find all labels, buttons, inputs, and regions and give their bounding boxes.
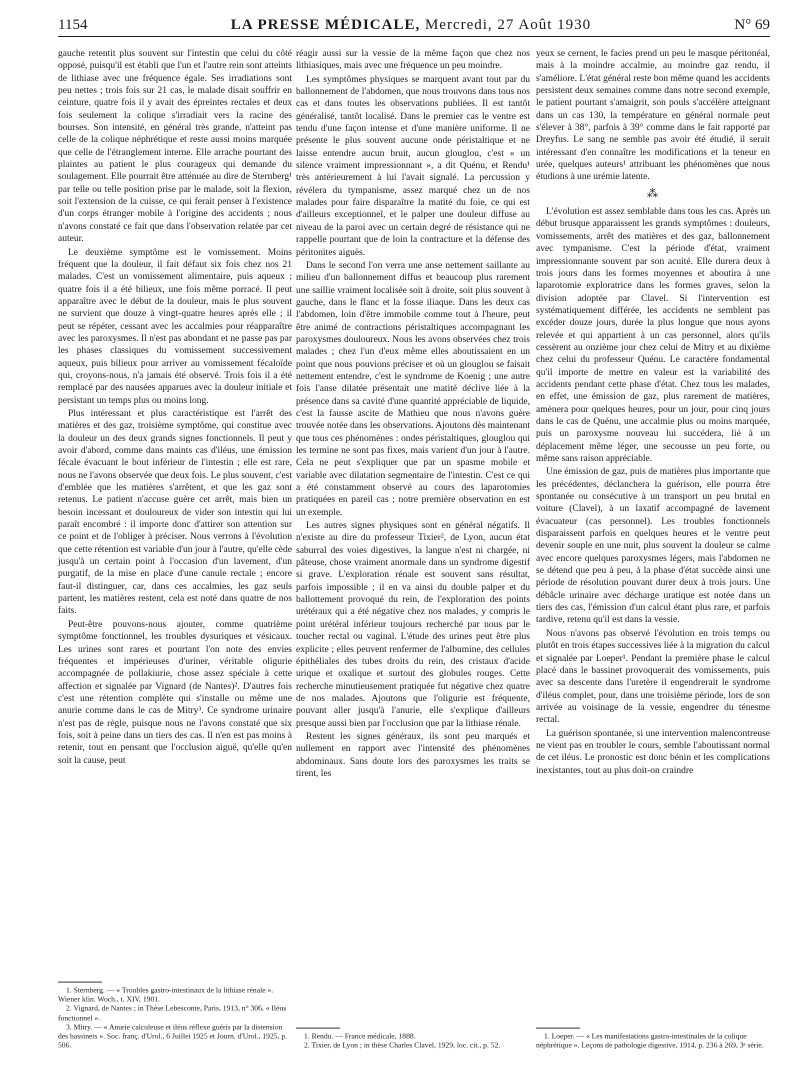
paragraph: Le deuxième symptôme est le vomissement. Moins fréquent que la douleur, il fait défaut six fois chez nos 21 malades. C'est un vomissement alimentaire, puis aqueux ; quatre fois il a été bilieux, une fois même porracé. Il peut apparaître avec le début de la douleur, mais le plus souvent ne survient que douze à vingt-quatre heures après elle ; il peut se répéter, cessant avec les accalmies pour réapparaître avec les paroxysmes. Il n'est pas abondant et ne passe pas par les phases classiques du vomissement successivement aqueux, puis bilieux pour arriver au vomissement fécaloïde qui, croyons-nous, n'a jamais été observé. Trois fois il a été remplacé par des nausées apparues avec la douleur initiale et persistant un temps plus ou moins long. bbox=[58, 247, 292, 406]
footnote: 1. Loeper. — « Les manifestations gastro-intestinales de la colique néphrétique ». Leçons de pathologie digestive, 1914, p. 236 à 269, 3ᵉ série. bbox=[536, 1031, 764, 1050]
paragraph: La guérison spontanée, si une intervention malencontreuse ne vient pas en troubler le cours, semble l'aboutissant normal de cet iléus. Le pronostic est donc bénin et les complications inexistantes, tout au plus doit-on craindre bbox=[536, 728, 770, 776]
paragraph: Les symptômes physiques se marquent avant tout par du ballonnement de l'abdomen, que nous trouvons dans tous nos cas et dans toutes les observations publiées. Il est tantôt généralisé, tantôt localisé. Dans le premier cas le ventre est tendu d'une façon intense et d'une manière uniforme. Il ne présente le plus souvent aucune onde péristaltique et ne laisse entendre aucun bruit, aucun glouglou, c'est « un silence vraiment impressionnant », a dit Quénu, et Rendu¹ très antérieurement à lui l'avait signalé. La percussion y révélera du tympanisme, assez marqué chez un de nos malades pour faire disparaître la matité du foie, ce qui est d'ailleurs exceptionnel, et le palper une douleur diffuse au niveau de la paroi avec un certain degré de résistance qui ne rappelle pourtant que de loin la contracture et la défense des péritonites aiguës. bbox=[296, 74, 530, 258]
journal-title-line bbox=[231, 17, 591, 34]
paragraph: réagir aussi sur la vessie de la même façon que chez nos lithiasiques, mais avec une fréquence un peu moindre. bbox=[296, 49, 530, 72]
paragraph: Les autres signes physiques sont en général négatifs. Il n'existe au dire du professeur Tixier², de Lyon, aucun état saburral des voies digestives, la langue n'est ni chargée, ni pâteuse, chose vraiment anormale dans un syndrome digestif si grave. L'exploration rénale est souvent sans résultat, parfois impossible ; il en va ainsi du double palper et du ballottement provoqué du rein, de l'exploration des points urétéraux qui a été négative chez nos malades, y compris le point urétéral inférieur toujours recherché par nous par le toucher rectal ou vaginal. L'étude des urines peut être plus explicite ; elles peuvent renfermer de l'albumine, des cellules épithéliales des tubes droits du rein, des cristaux d'acide urique et oxalique et surtout des globules rouges. Cette recherche minutieusement pratiquée fut négative chez quatre de nos malades. Ajoutons que l'oligurie est fréquente, pouvant aller jusqu'à l'anurie, elle s'explique d'ailleurs presque aussi bien par l'occlusion que par la lithiase rénale. bbox=[296, 521, 530, 729]
paragraph: L'évolution est assez semblable dans tous les cas. Après un début brusque apparaissent les grands symptômes : douleurs, vomissements, arrêt des matières et des gaz, ballonnement avec tympanisme. C'est la période d'état, vraiment impressionnante souvent par son acuité. Elle durera deux à trois jours dans les formes moyennes et aboutira à une laparotomie exploratrice dans les formes graves, selon la division adoptée par Clavel. Si l'intervention est systématiquement différée, les accidents ne semblent pas excéder douze jours, durée la plus longue que nous ayons relevée et qui appartient à un cas personnel, alors qu'ils cessèrent au onzième jour chez celui de Mitry et au dixième chez celui du professeur Quénu. Le caractère fondamental qu'il importe de mettre en valeur est la variabilité des accidents pendant cette phase d'état. Chez tous les malades, en effet, une émission de gaz, plus rarement de matières, amènera pour quelques heures, pour un jour, pour cinq jours dans le cas de Quénu, une accalmie plus ou moins marquée, puis un paroxysme nouveau lui succédera, lié à un déplacement même léger, une secousse un peu forte, ou même sans raison appréciable. bbox=[536, 207, 770, 464]
paragraph: Dans le second l'on verra une anse nettement saillante au milieu d'un ballonnement diffus et beaucoup plus rarement une saillie vraiment localisée soit à droite, soit plus souvent à gauche, dans le flanc et la fosse iliaque. Dans les deux cas l'abdomen, loin d'être immobile comme tout à l'heure, peut être animé de contractions péristaltiques accompagnant les paroxysmes douloureux. Nous les avons observées chez trois malades ; chez l'un d'eux même elles aboutissaient en un point que nous pouvions préciser et où un glouglou se faisait nettement entendre, c'est le syndrome de Koenig ; une autre fois l'anse dilatée présentait une matité déclive liée à la présence dans sa cavité d'une quantité appréciable de liquide, c'est la fausse ascite de Mathieu que nous n'avons guère trouvée notée dans les observations. Ajoutons dès maintenant que tous ces phénomènes : ondes péristaltiques, glouglou qui les termine ne sont pas fixes, mais varient d'un jour à l'autre. Cela ne peut s'expliquer que par un spasme mobile et variable avec dilatation segmentaire de l'intestin. C'est ce qui a été constamment observé au cours des laparotomies pratiquées en pareil cas ; notre première observation en est un exemple. bbox=[296, 260, 530, 518]
page-header bbox=[58, 14, 770, 37]
footnote: 1. Rendu. — France médicale, 1888. bbox=[304, 1031, 416, 1041]
paragraph: Restent les signes généraux, ils sont peu marqués et nullement en rapport avec l'intensité des phénomènes abdominaux. Sans doute lors des paroxysmes les traits se tirent, les bbox=[296, 731, 530, 779]
footnote: 1. Sternberg. — « Troubles gastro-intestinaux de la lithiase rénale ». Wiener klin. Woch., t. XIV, 1901. bbox=[58, 985, 274, 1004]
footnotes-column-2 bbox=[296, 1028, 530, 1050]
paragraph: Nous n'avons pas observé l'évolution en trois temps ou plutôt en trois étapes successives liée à la migration du calcul et signalée par Loeper¹. Pendant la première phase le calcul placé dans le bassinet provoquerait des vomissements, puis avec sa descente dans l'uretère il engendrerait le syndrome d'iléus complet, pour, dans une troisième période, lors de son arrivée au voisinage de la vessie, engendrer du ténesme rectal. bbox=[536, 628, 770, 726]
footnotes-column-3 bbox=[536, 1028, 770, 1050]
paragraph: gauche retentit plus souvent sur l'intestin que celui du côté opposé, puisqu'il est établi que l'un et l'autre rein sont atteints de lithiase avec une fréquence égale. Ses irradiations sont peu nettes ; trois fois sur 21 cas, le malade disait souffrir en ceinture, quatre fois il y avait des épreintes rectales et deux fois seulement la colique s'irradiait vers la racine des bourses. Son intensité, en général très grande, n'atteint pas celle de la colique néphrétique et reste aussi moins marquée que celle de l'étranglement interne. Elle arrache pourtant des plaintes au patient le plus courageux qui demande du soulagement. Elle pourrait être atténuée au dire de Sternberg¹ par telle ou telle position prise par le malade, soit la flexion, soit l'extension de la cuisse, ce qui ferait penser à l'existence d'un corps étranger mobile à l'origine des accidents ; nous n'avons constaté ce fait que dans l'observation relatée par cet auteur. bbox=[58, 49, 292, 245]
page-number: 1154 bbox=[58, 16, 88, 33]
footnote-rule bbox=[296, 1028, 340, 1029]
issue-date: Mercredi, 27 Août 1930 bbox=[424, 16, 592, 33]
footnote: 2. Vignard, de Nantes ; in Thèse Lebesconte, Paris, 1913, n° 306, « Iléus fonctionnel ». bbox=[58, 1003, 287, 1023]
paragraph: yeux se cernent, le facies prend un peu le masque péritonéal, mais à la moindre accalmie, au moindre gaz rendu, il s'améliore. L'état général reste bon même quand les accidents persistent deux semaines comme dans notre second exemple, le patient pourtant s'amaigrit, son pouls s'accélère atteignant dans un cas 130, la température en général normale peut s'élever à 38°, parfois à 39° comme dans le fait rapporté par Dreyfus. Le sang ne semble pas avoir été étudié, il serait intéressant d'en connaître les modifications et la teneur en urée, quelques auteurs¹ attribuant les phénomènes que nous étudions à une urémie latente. bbox=[536, 49, 770, 183]
footnotes-column-1 bbox=[58, 982, 292, 1050]
footnote-rule bbox=[536, 1028, 580, 1029]
column-1 bbox=[58, 48, 292, 768]
footnote: 3. Mitry. — « Anurie calculeuse et iléus réflexe guéris par la distension des bassinets ». Soc. franç. d'Urol., 6 Juillet 1925 et Journ. d'Urol., 1925, p. 506. bbox=[58, 1022, 288, 1050]
journal-name: LA PRESSE MÉDICALE, bbox=[230, 16, 421, 33]
footnote: 2. Tixier, de Lyon ; in thèse Charles Clavel, 1929, loc. cit., p. 52. bbox=[304, 1040, 501, 1050]
paragraph: Peut-être pouvons-nous ajouter, comme quatrième symptôme fonctionnel, les troubles dysuriques et vésicaux. Les urines sont rares et pourtant l'on note des envies fréquentes et impérieuses d'uriner, véritable oligurie accompagnée de pollakiurie, chose assez spéciale à cette affection et signalée par Vignard (de Nantes)². D'autres fois c'est une rétention complète qui s'installe ou même une anurie comme dans le cas de Mitry³. Ce syndrome urinaire n'est pas de règle, puisque nous ne l'avons constaté que six fois, soit à peine dans un tiers des cas. Il n'en est pas moins à retenir, tout en pensant que l'occlusion aiguë, qu'elle qu'en soit la cause, peut bbox=[58, 619, 292, 766]
paragraph: Plus intéressant et plus caractéristique est l'arrêt des matières et des gaz, troisième symptôme, qui constitue avec la douleur un des deux grands signes fonctionnels. Il peut y avoir d'abord, comme dans maints cas d'iléus, une émission fécale évacuant le bout inférieur de l'intestin ; elle est rare, nous ne l'avons observée que deux fois. Le plus souvent, c'est d'emblée que les matières s'arrêtent, et que les gaz sont retenus. Le patient n'accuse guère cet arrêt, mais bien un besoin incessant et douloureux de vider son intestin qui lui paraît encombré : il importe donc d'attirer son attention sur ce point et de l'obliger à préciser. Nous verrons à l'évolution que cette rétention est variable d'un jour à l'autre, qu'elle cède jusqu'à un certain point à l'occasion d'un lavement, d'un purgatif, de la mise en place d'une canule rectale ; encore faut-il distinguer, car, dans ces accalmies, les gaz seuls partent, les matières restent, cela est noté dans quatre de nos faits. bbox=[58, 408, 293, 617]
section-separator-asterism: ⁂ bbox=[647, 187, 659, 200]
paragraph: Une émission de gaz, puis de matières plus importante que les précédentes, déclanchera la guérison, elle pourra être spontanée ou consécutive à un transport un peu brutal en voiture (Clavel), à un laxatif accompagné de lavement évacuateur (cas personnel). Les troubles fonctionnels disparaissent parfois en quelques heures et le ventre peut devenir souple en une nuit, plus souvent la douleur se calme avec encore quelques paroxysmes légers, mais l'abdomen ne se détend que peu à peu, à la phase d'état succède ainsi une période de résolution pouvant durer deux à trois jours. Une débâcle urinaire avec décharge uratique est notée dans un tiers des cas, l'émission d'un calcul étant plus rare, et parfois tardive, retenu qu'il est dans la vessie. bbox=[536, 467, 770, 626]
column-2 bbox=[296, 48, 530, 781]
footnote-rule bbox=[58, 982, 102, 983]
issue-number: N° 69 bbox=[734, 16, 770, 33]
column-3 bbox=[536, 48, 770, 778]
